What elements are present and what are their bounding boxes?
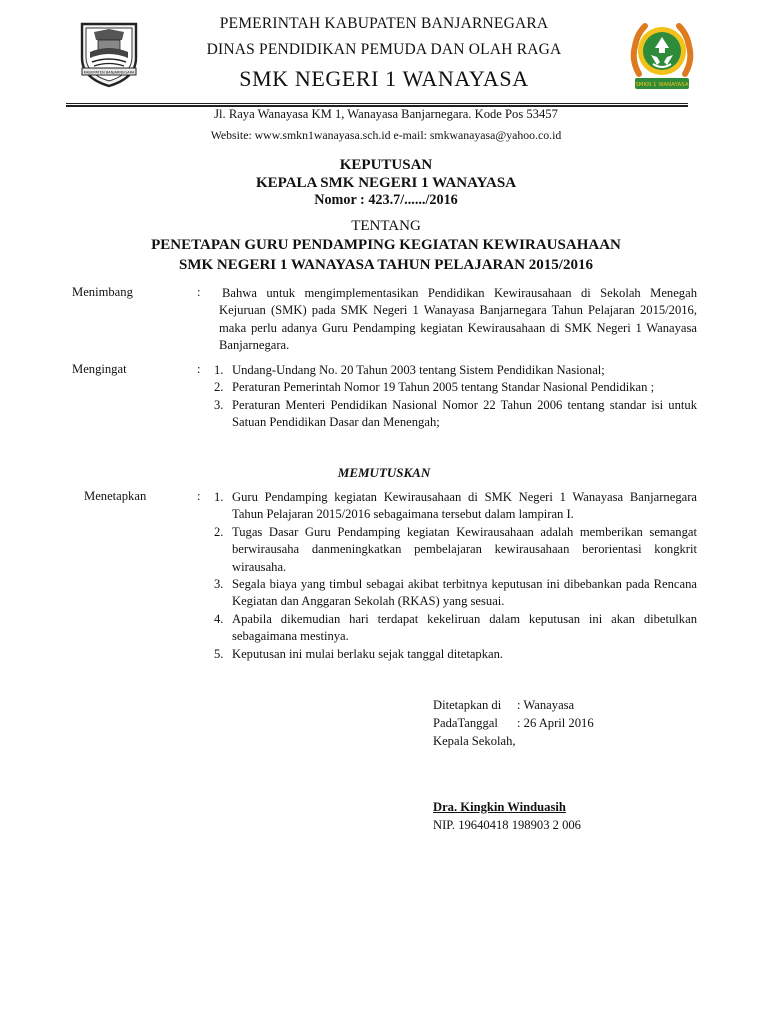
mengingat-label: Mengingat [72,362,127,376]
menimbang-label: Menimbang [72,285,133,299]
list-item [214,379,697,396]
list-item-number: 5. [214,646,224,661]
list-item [214,489,697,524]
header-department-line: DINAS PENDIDIKAN PEMUDA DAN OLAH RAGA [206,41,562,58]
menetapkan-colon: : [197,489,201,503]
signatory-role: Kepala Sekolah, [433,734,516,748]
list-item-text: Keputusan ini mulai berlaku sejak tanggal ditetapkan. [232,646,504,661]
title-keputusan: KEPUTUSAN [339,157,433,173]
signature-block [433,696,594,750]
mengingat-list [214,362,697,432]
tanggal-label: PadaTanggal [433,716,498,730]
list-item-text: Tugas Dasar Guru Pendamping kegiatan Kewirausahaan adalah memberikan semangat berwirausaha danmeningkatkan pembelajaran kewirausahaan berorientasi kongkrit wirausaha. [232,524,697,574]
tanggal-row [433,714,594,732]
list-item-number: 1. [214,363,224,377]
menetapkan-label: Menetapkan [84,489,147,503]
title-tentang: TENTANG [351,218,421,234]
svg-text:KABUPATEN BANJARNEGARA: KABUPATEN BANJARNEGARA [83,70,135,75]
header-government-line: PEMERINTAH KABUPATEN BANJARNEGARA [219,15,549,32]
title-subject-line1: PENETAPAN GURU PENDAMPING KEGIATAN KEWIRAUSAHAAN [151,237,621,253]
header-school-name: SMK NEGERI 1 WANAYASA [239,66,529,91]
list-item-text: Peraturan Pemerintah Nomor 19 Tahun 2005 tentang Standar Nasional Pendidikan ; [232,380,655,395]
menimbang-colon: : [197,285,201,299]
title-subject-line2: SMK NEGERI 1 WANAYASA TAHUN PELAJARAN 2015/2016 [179,257,593,273]
list-item-number: 1. [214,490,224,504]
list-item [214,646,697,663]
list-item-number: 4. [214,611,224,626]
menetapkan-list [214,489,697,663]
list-item-text: Guru Pendamping kegiatan Kewirausahaan di SMK Negeri 1 Wanayasa Banjarnegara Tahun Pelajaran 2015/2016 sebagaimana tersebut dalam lampiran I. [232,490,697,522]
tanggal-value: : 26 April 2016 [517,716,594,730]
list-item-text: Undang-Undang No. 20 Tahun 2003 tentang Sistem Pendidikan Nasional; [232,363,605,377]
list-item [214,611,697,646]
list-item-text: Apabila dikemudian hari terdapat kekeliruan dalam keputusan ini akan dibetulkan sebagaimana mestinya. [232,611,697,644]
ditetapkan-label: Ditetapkan di [433,698,502,712]
signatory-name: Dra. Kingkin Winduasih [433,800,566,814]
title-kepala: KEPALA SMK NEGERI 1 WANAYASA [255,175,517,191]
header-address: Jl. Raya Wanayasa KM 1, Wanayasa Banjarnegara. Kode Pos 53457 [214,107,558,121]
list-item-number: 3. [214,397,224,412]
list-item-text: Segala biaya yang timbul sebagai akibat terbitnya keputusan ini dibebankan pada Rencana Kegiatan dan Anggaran Sekolah (RKAS) yang sesuai. [232,577,697,609]
ditetapkan-value: : Wanayasa [517,698,575,712]
header-website-email: Website: www.smkn1wanayasa.sch.id e-mail: smkwanayasa@yahoo.co.id [210,128,562,142]
list-item [214,524,697,576]
mengingat-colon: : [197,362,201,376]
title-nomor: Nomor : 423.7/....../2016 [314,192,458,208]
memutuskan-heading: MEMUTUSKAN [337,465,431,480]
list-item [214,397,697,432]
header-divider-thin [66,103,688,104]
svg-text:SMKN 1 WANAYASA: SMKN 1 WANAYASA [635,82,689,88]
list-item-text: Peraturan Menteri Pendidikan Nasional Nomor 22 Tahun 2006 tentang standar isi untuk Satuan Pendidikan Dasar dan Menengah; [232,397,697,430]
list-item-number: 2. [214,524,224,539]
list-item-number: 2. [214,380,224,395]
ditetapkan-row [433,696,594,714]
list-item [214,576,697,611]
menimbang-text: Bahwa untuk mengimplementasikan Pendidikan Kewirausahaan di Sekolah Menegah Kejuruan (SMK) pada SMK Negeri 1 Wanayasa Banjarnegara Tahun Pelajaran 2015/2016, maka perlu adanya Guru Pendamping kegiatan Kewirausahaan di SMK Negeri 1 Wanayasa Banjarnegara. [219,286,697,353]
list-item-number: 3. [214,577,224,592]
list-item [214,362,697,379]
signatory-nip: NIP. 19640418 198903 2 006 [433,818,581,832]
